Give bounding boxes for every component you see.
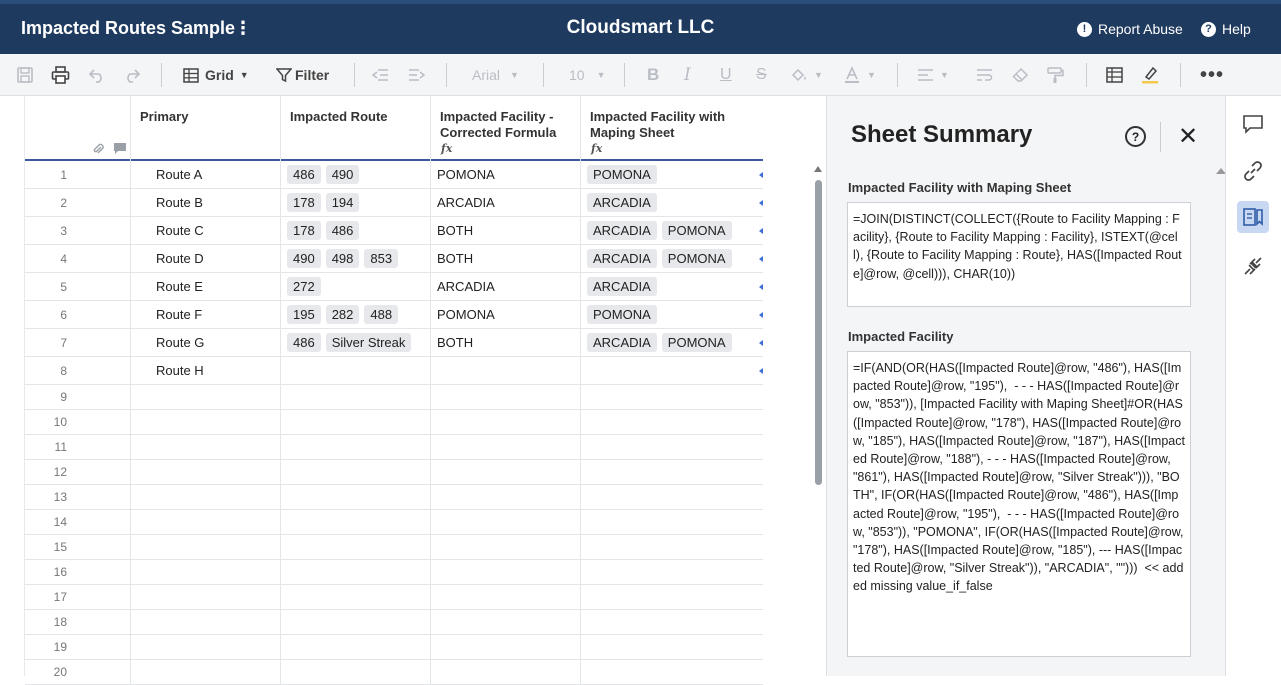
print-icon[interactable] (51, 65, 70, 85)
summary-field-value[interactable]: =JOIN(DISTINCT(COLLECT({Route to Facility Mapping : Facility}, {Route to Facility Mapping : Facility}, ISTEXT(@cell), {Route to Facility Mapping : Route}, HAS([Impacted Route]@row, @cell))), CHAR(10)) (847, 202, 1191, 307)
route-chip: 498 (326, 249, 360, 268)
formula-icon: fx (591, 142, 603, 155)
toolbar-divider (1180, 63, 1181, 87)
route-chip: 178 (287, 193, 321, 212)
chevron-down-icon: ▼ (510, 70, 519, 80)
cell-impacted-route[interactable] (280, 161, 430, 188)
cell-impacted-route[interactable] (280, 189, 430, 216)
table-row[interactable] (25, 435, 763, 460)
table-row[interactable] (25, 217, 763, 245)
right-rail (1225, 96, 1281, 676)
cell-impacted-facility[interactable] (430, 329, 580, 356)
cell-impacted-route[interactable] (280, 585, 430, 609)
help-label: Help (1222, 21, 1251, 37)
column-header-label: Impacted Facility with Maping Sheet (590, 109, 726, 140)
redo-icon[interactable] (123, 65, 141, 85)
route-chip: 486 (287, 165, 321, 184)
table-row[interactable] (25, 610, 763, 635)
toolbar-divider (897, 63, 898, 87)
indent-icon[interactable] (408, 65, 425, 85)
chevron-down-icon: ▼ (596, 70, 606, 80)
row-number[interactable]: 19 (53, 640, 67, 654)
route-chip: 486 (326, 221, 360, 240)
cell-impacted-facility-mapped[interactable] (580, 385, 763, 409)
cell-impacted-facility[interactable] (430, 510, 580, 534)
cell-impacted-route[interactable] (280, 460, 430, 484)
table-row[interactable] (25, 485, 763, 510)
cell-impacted-facility-mapped[interactable] (580, 161, 763, 188)
cell-primary[interactable] (130, 273, 280, 300)
highlight-icon[interactable] (1141, 65, 1159, 85)
panel-divider (1160, 122, 1161, 152)
cell-impacted-route[interactable] (280, 217, 430, 244)
cell-impacted-route[interactable] (280, 329, 430, 356)
italic-icon[interactable]: I (684, 65, 691, 85)
row-indicator-icon (759, 228, 763, 234)
cell-text: Route A (156, 167, 203, 182)
cell-impacted-route[interactable] (280, 660, 430, 684)
view-grid-button[interactable] (183, 65, 249, 85)
route-chip: 486 (287, 333, 321, 352)
facility-chip: POMONA (587, 305, 657, 324)
undo-icon[interactable] (88, 65, 106, 85)
facility-chip: POMONA (587, 165, 657, 184)
sheet-summary-panel (826, 96, 1225, 676)
facility-chip: POMONA (662, 221, 732, 240)
cell-impacted-facility-mapped[interactable] (580, 189, 763, 216)
font-size-select[interactable] (569, 65, 606, 85)
cell-text: BOTH (437, 335, 474, 350)
cell-impacted-facility-mapped[interactable] (580, 610, 763, 634)
cell-impacted-route[interactable] (280, 485, 430, 509)
column-header-label: Primary (140, 109, 189, 124)
row-indicator-icon (759, 340, 763, 346)
cell-impacted-route[interactable] (280, 410, 430, 434)
table-row[interactable] (25, 560, 763, 585)
toolbar-divider (354, 63, 355, 87)
toolbar-divider (1086, 63, 1087, 87)
row-number[interactable]: 3 (60, 223, 67, 238)
cell-primary[interactable] (130, 435, 280, 459)
cell-text: Route G (156, 335, 205, 350)
table-row[interactable] (25, 301, 763, 329)
row-number[interactable]: 11 (54, 440, 67, 454)
row-number[interactable]: 5 (60, 279, 67, 294)
alert-icon: ! (1077, 22, 1092, 37)
cell-text: Route D (156, 251, 204, 266)
row-number[interactable]: 17 (53, 590, 67, 604)
column-header-impacted-route[interactable] (280, 96, 430, 161)
row-number[interactable]: 7 (60, 335, 67, 350)
chevron-down-icon: ▼ (867, 70, 876, 80)
outdent-icon[interactable] (372, 65, 389, 85)
bold-icon[interactable]: B (647, 65, 660, 84)
chevron-down-icon: ▼ (814, 70, 823, 80)
route-chip: 488 (364, 305, 398, 324)
format-painter-icon[interactable] (1047, 65, 1064, 85)
cell-text: Route C (156, 223, 204, 238)
cell-text: Route E (156, 279, 203, 294)
cell-impacted-facility-mapped[interactable] (580, 460, 763, 484)
cell-impacted-route[interactable] (280, 357, 430, 384)
row-indicator-icon (759, 284, 763, 290)
cell-impacted-facility[interactable] (430, 189, 580, 216)
comment-icon[interactable] (113, 142, 127, 160)
cell-impacted-facility-mapped[interactable] (580, 301, 763, 328)
cell-impacted-facility[interactable] (430, 273, 580, 300)
font-family-value: Arial (472, 67, 501, 83)
toolbar-divider (624, 63, 625, 87)
cell-impacted-facility[interactable] (430, 217, 580, 244)
cell-impacted-facility[interactable] (430, 560, 580, 584)
cell-impacted-facility[interactable] (430, 357, 580, 384)
cell-text: POMONA (437, 167, 495, 182)
facility-chip: POMONA (662, 333, 732, 352)
help-icon[interactable]: ? (1125, 126, 1146, 147)
column-header-primary[interactable] (130, 96, 280, 161)
cell-primary[interactable] (130, 161, 280, 188)
row-number[interactable]: 2 (60, 195, 67, 210)
filter-label: Filter (295, 67, 330, 83)
facility-chip: ARCADIA (587, 333, 657, 352)
filter-button[interactable] (276, 65, 329, 85)
font-size-value: 10 (569, 67, 585, 83)
sheet-title[interactable]: Impacted Routes Sample (21, 18, 236, 38)
underline-icon[interactable]: U (720, 66, 732, 83)
top-bar (0, 0, 1281, 54)
formula-icon: fx (441, 142, 453, 155)
cell-primary[interactable] (130, 510, 280, 534)
row-number[interactable]: 1 (60, 167, 67, 182)
table-row[interactable] (25, 410, 763, 435)
cell-impacted-facility[interactable] (430, 660, 580, 684)
panel-title: Sheet Summary (851, 121, 1033, 148)
cell-text: Route H (156, 363, 204, 378)
table-row[interactable] (25, 245, 763, 273)
help-icon: ? (1201, 22, 1216, 37)
cell-primary[interactable] (130, 535, 280, 559)
table-row[interactable] (25, 385, 763, 410)
sheet-summary-icon[interactable] (1237, 201, 1269, 233)
cell-primary[interactable] (130, 460, 280, 484)
more-icon[interactable]: ••• (1200, 63, 1225, 86)
cell-impacted-facility-mapped[interactable] (580, 245, 763, 272)
cell-text: BOTH (437, 251, 474, 266)
table-row[interactable] (25, 660, 763, 685)
cell-impacted-facility[interactable] (430, 161, 580, 188)
table-row[interactable] (25, 329, 763, 357)
column-header-row (25, 96, 763, 161)
conversations-icon[interactable] (1237, 108, 1269, 140)
cell-impacted-facility[interactable] (430, 435, 580, 459)
toolbar-divider (543, 63, 544, 87)
grid-icon (183, 68, 199, 83)
route-chip: 272 (287, 277, 321, 296)
route-chip: 490 (287, 249, 321, 268)
cell-impacted-facility-mapped[interactable] (580, 357, 763, 384)
row-number[interactable]: 4 (60, 251, 67, 266)
link-icon[interactable] (1237, 155, 1269, 187)
table-row[interactable] (25, 535, 763, 560)
align-left-icon (917, 68, 934, 82)
cell-impacted-facility[interactable] (430, 585, 580, 609)
text-color-button[interactable] (843, 65, 876, 85)
cell-impacted-facility[interactable] (430, 610, 580, 634)
cell-impacted-route[interactable] (280, 435, 430, 459)
row-indicator-icon (759, 200, 763, 206)
toolbar (0, 54, 1281, 96)
row-indicator-icon (759, 312, 763, 318)
chevron-down-icon: ▼ (239, 70, 249, 80)
cell-text: ARCADIA (437, 279, 495, 294)
cell-text: POMONA (437, 307, 495, 322)
facility-chip: ARCADIA (587, 249, 657, 268)
cell-impacted-route[interactable] (280, 273, 430, 300)
cell-impacted-facility-mapped[interactable] (580, 217, 763, 244)
facility-chip: ARCADIA (587, 277, 657, 296)
cell-primary[interactable] (130, 585, 280, 609)
facility-chip: POMONA (662, 249, 732, 268)
row-number[interactable]: 9 (60, 390, 67, 404)
toolbar-divider (161, 63, 162, 87)
table-row[interactable] (25, 273, 763, 301)
cell-primary[interactable] (130, 301, 280, 328)
column-header-label: Impacted Route (290, 109, 388, 124)
cell-text: Route B (156, 195, 203, 210)
fill-color-button[interactable] (790, 65, 823, 85)
cell-impacted-route[interactable] (280, 245, 430, 272)
cell-impacted-facility-mapped[interactable] (580, 560, 763, 584)
scroll-up-icon[interactable] (814, 166, 822, 172)
facility-chip: ARCADIA (587, 221, 657, 240)
route-chip: 178 (287, 221, 321, 240)
table-row[interactable] (25, 510, 763, 535)
cell-impacted-facility[interactable] (430, 485, 580, 509)
cell-impacted-facility-mapped[interactable] (580, 485, 763, 509)
summary-field-label: Impacted Facility with Maping Sheet (848, 180, 1072, 195)
cell-primary[interactable] (130, 610, 280, 634)
route-chip: Silver Streak (326, 333, 412, 352)
cell-text: ARCADIA (437, 195, 495, 210)
row-indicator-icon (759, 368, 763, 374)
table-row[interactable] (25, 161, 763, 189)
cell-primary[interactable] (130, 245, 280, 272)
card-layout-icon[interactable] (1106, 65, 1123, 85)
cell-impacted-facility[interactable] (430, 385, 580, 409)
report-abuse-link[interactable] (1077, 21, 1183, 37)
cell-impacted-route[interactable] (280, 635, 430, 659)
cell-impacted-facility[interactable] (430, 410, 580, 434)
cell-primary[interactable] (130, 189, 280, 216)
route-chip: 195 (287, 305, 321, 324)
sheet-menu-icon[interactable]: ⋮ (234, 18, 252, 38)
row-number[interactable]: 12 (53, 465, 67, 479)
cell-impacted-facility-mapped[interactable] (580, 585, 763, 609)
cell-impacted-facility[interactable] (430, 535, 580, 559)
route-chip: 853 (364, 249, 398, 268)
left-margin (0, 96, 25, 676)
cell-impacted-facility-mapped[interactable] (580, 329, 763, 356)
cell-primary[interactable] (130, 560, 280, 584)
company-name-text: Cloudsmart LLC (566, 17, 715, 38)
cell-impacted-facility-mapped[interactable] (580, 435, 763, 459)
table-row[interactable] (25, 585, 763, 610)
attachment-icon[interactable] (92, 142, 104, 161)
summary-field-value[interactable]: =IF(AND(OR(HAS([Impacted Route]@row, "486"), HAS([Impacted Route]@row, "195"), - - - HAS([Impacted Route]@row, "853")), [Impacted Facility with Maping Sheet]#OR(HAS([Impacted Route]@row, "178"), HAS([Impacted Route]@row, "185"), HAS([Impacted Route]@row, "187"), HAS([Impacted Route]@row, "188"), - - - HAS([Impacted Route]@row, "861"), HAS([Impacted Route]@row, "Silver Streak"))), "BOTH", IF(OR(HAS([Impacted Route]@row, "486"), HAS([Impacted Route]@row, "195"), - - - HAS([Impacted Route]@row, "853")), "POMONA", IF(OR(HAS([Impacted Route]@row, "178"), HAS([Impacted Route]@row, "185"), --- HAS([Impacted Route]@row, "Silver Streak")), "ARCADIA", ""))) << added missing value_if_false (847, 351, 1191, 657)
connections-icon[interactable] (1237, 250, 1269, 282)
table-row[interactable] (25, 357, 763, 385)
cell-primary[interactable] (130, 635, 280, 659)
paint-bucket-icon (790, 67, 808, 83)
cell-primary[interactable] (130, 217, 280, 244)
cell-impacted-route[interactable] (280, 560, 430, 584)
sheet-grid (25, 96, 763, 679)
cell-primary[interactable] (130, 485, 280, 509)
column-header-label: Impacted Facility - Corrected Formula (440, 109, 557, 140)
row-number[interactable]: 15 (53, 540, 67, 554)
report-abuse-label: Report Abuse (1098, 21, 1183, 37)
row-number[interactable]: 8 (60, 363, 67, 378)
table-row[interactable] (25, 189, 763, 217)
cell-impacted-facility-mapped[interactable] (580, 635, 763, 659)
cell-primary[interactable] (130, 385, 280, 409)
summary-field-label: Impacted Facility (848, 329, 954, 344)
cell-impacted-facility[interactable] (430, 460, 580, 484)
cell-impacted-facility-mapped[interactable] (580, 660, 763, 684)
row-number[interactable]: 20 (53, 665, 67, 679)
help-link[interactable] (1201, 21, 1251, 37)
row-indicator-icon (759, 256, 763, 262)
cell-impacted-facility[interactable] (430, 635, 580, 659)
row-indicator-icon (759, 172, 763, 178)
strikethrough-icon[interactable]: S (756, 66, 767, 83)
cell-impacted-facility-mapped[interactable] (580, 273, 763, 300)
table-row[interactable] (25, 635, 763, 660)
cell-impacted-facility-mapped[interactable] (580, 535, 763, 559)
cell-impacted-route[interactable] (280, 301, 430, 328)
font-family-select[interactable] (472, 65, 519, 85)
wrap-text-icon[interactable] (976, 65, 993, 85)
route-chip: 490 (326, 165, 360, 184)
cell-impacted-facility[interactable] (430, 301, 580, 328)
chevron-down-icon: ▼ (940, 70, 949, 80)
cell-impacted-facility-mapped[interactable] (580, 410, 763, 434)
eraser-icon[interactable] (1012, 65, 1029, 85)
grid-scrollbar[interactable] (814, 166, 823, 676)
row-number[interactable]: 13 (53, 490, 67, 504)
grid-scrollbar-thumb[interactable] (815, 180, 822, 485)
cell-primary[interactable] (130, 357, 280, 384)
toolbar-divider (446, 63, 447, 87)
row-number[interactable]: 6 (60, 307, 67, 322)
view-grid-label: Grid (205, 67, 234, 83)
cell-impacted-route[interactable] (280, 610, 430, 634)
facility-chip: ARCADIA (587, 193, 657, 212)
column-header-impacted-facility-corrected[interactable] (430, 96, 580, 161)
row-number[interactable]: 10 (53, 415, 67, 429)
cell-text: BOTH (437, 223, 474, 238)
table-row[interactable] (25, 460, 763, 485)
route-chip: 194 (326, 193, 360, 212)
cell-text: Route F (156, 307, 203, 322)
cell-primary[interactable] (130, 660, 280, 684)
row-number[interactable]: 14 (53, 515, 67, 529)
column-header-impacted-facility-mapping[interactable] (580, 96, 763, 161)
row-number[interactable]: 16 (53, 565, 67, 579)
align-button[interactable] (917, 65, 949, 85)
cell-impacted-route[interactable] (280, 385, 430, 409)
cell-impacted-route[interactable] (280, 535, 430, 559)
cell-impacted-facility-mapped[interactable] (580, 510, 763, 534)
cell-primary[interactable] (130, 329, 280, 356)
cell-primary[interactable] (130, 410, 280, 434)
cell-impacted-route[interactable] (280, 510, 430, 534)
route-chip: 282 (326, 305, 360, 324)
save-icon[interactable] (16, 65, 34, 85)
close-icon[interactable]: ✕ (1178, 123, 1199, 150)
cell-impacted-facility[interactable] (430, 245, 580, 272)
text-color-icon (843, 66, 861, 84)
filter-icon (276, 67, 292, 83)
row-number[interactable]: 18 (53, 615, 67, 629)
